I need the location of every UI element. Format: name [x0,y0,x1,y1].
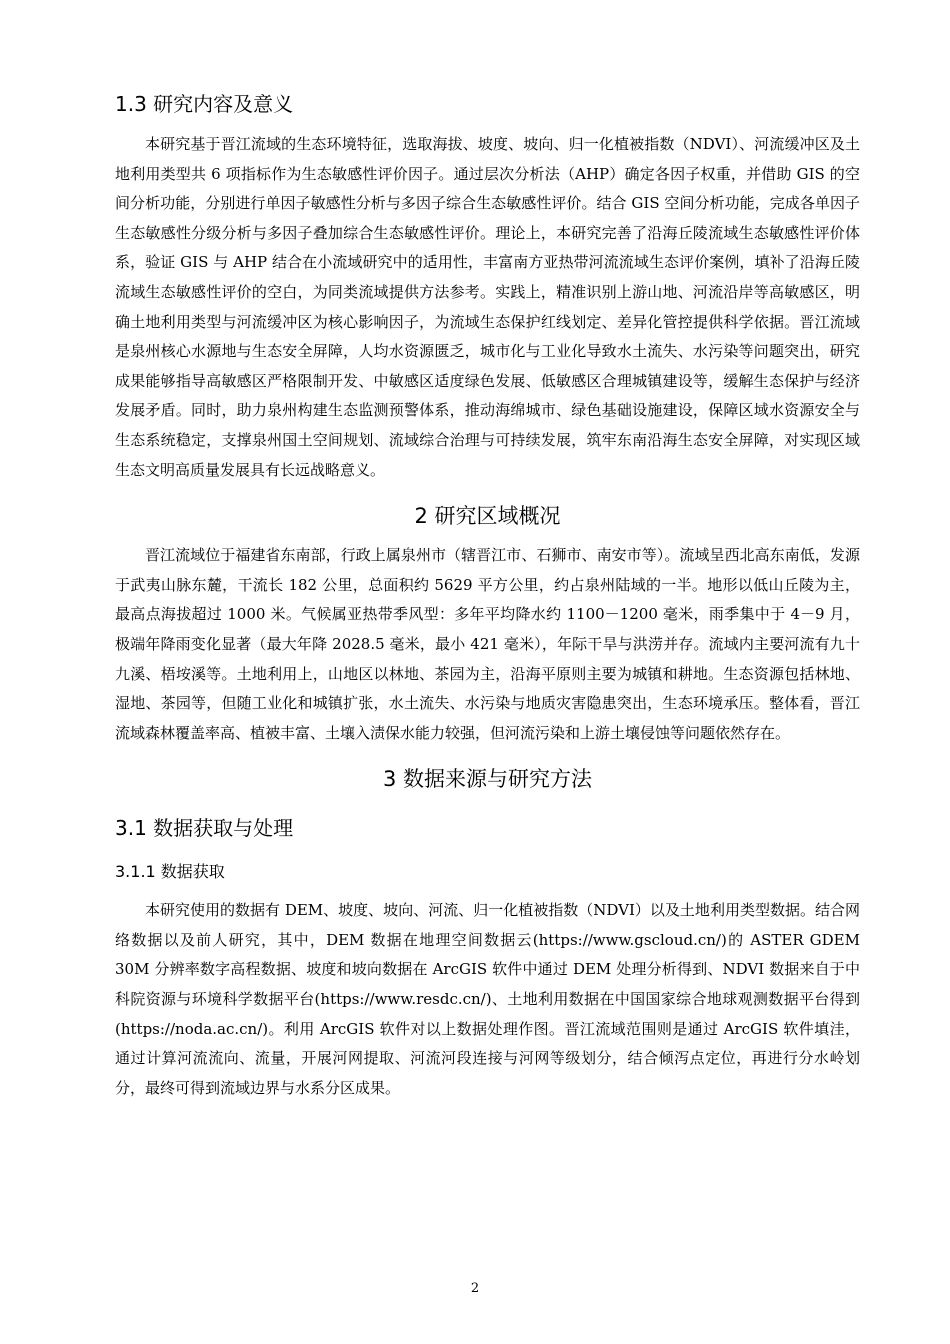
section-2-paragraph: 晋江流域位于福建省东南部，行政上属泉州市（辖晋江市、石狮市、南安市等）。流域呈西北高东南低，发源于武夷山脉东麓，干流长 182 公里，总面积约 5629 平方公里，约占泉州陆域的一半。地形以低山丘陵为主，最高点海拔超过 1000 米。气候属亚热带季风型：多年平均降水约 1100－1200 毫米，雨季集中于 4－9 月，极端年降雨变化显著（最大年降 2028.5 毫米，最小 421 毫米），年际干旱与洪涝并存。流域内主要河流有九十九溪、梧垵溪等。土地利用上，山地区以林地、茶园为主，沿海平原则主要为城镇和耕地。生态资源包括林地、湿地、茶园等，但随工业化和城镇扩张，水土流失、水污染与地质灾害隐患突出，生态环境承压。整体看，晋江流域森林覆盖率高、植被丰富、土壤入渍保水能力较强，但河流污染和上游土壤侵蚀等问题依然存在。 [115,546,860,742]
section-2-heading: 2 研究区域概况 [414,504,561,529]
page-content [115,88,860,1103]
page-number: 2 [470,1281,480,1296]
section-1-3-paragraph: 本研究基于晋江流域的生态环境特征，选取海拔、坡度、坡向、归一化植被指数（NDVI）、河流缓冲区及土地利用类型共 6 项指标作为生态敏感性评价因子。通过层次分析法（AHP）确定各因子权重，并借助 GIS 的空间分析功能，分别进行单因子敏感性分析与多因子综合生态敏感性评价。结合 GIS 空间分析功能，完成各单因子生态敏感性分级分析与多因子叠加综合生态敏感性评价。理论上，本研究完善了沿海丘陵流域生态敏感性评价体系，验证 GIS 与 AHP 结合在小流域研究中的适用性，丰富南方亚热带河流流域生态评价案例，填补了沿海丘陵流域生态敏感性评价的空白，为同类流域提供方法参考。实践上，精准识别上游山地、河流沿岸等高敏感区，明确土地利用类型与河流缓冲区为核心影响因子，为流域生态保护红线划定、差异化管控提供科学依据。晋江流域是泉州核心水源地与生态安全屏障，人均水资源匮乏，城市化与工业化导致水土流失、水污染等问题突出，研究成果能够指导高敏感区严格限制开发、中敏感区适度绿色发展、低敏感区合理城镇建设等，缓解生态保护与经济发展矛盾。同时，助力泉州构建生态监测预警体系，推动海绵城市、绿色基础设施建设，保障区域水资源安全与生态系统稳定，支撑泉州国土空间规划、流域综合治理与可持续发展，筑牢东南沿海生态安全屏障，对实现区域生态文明高质量发展具有长远战略意义。 [115,135,860,479]
section-1-3-heading: 1.3 研究内容及意义 [115,92,294,116]
section-3-heading: 3 数据来源与研究方法 [382,767,593,792]
section-3-1-heading: 3.1 数据获取与处理 [115,816,294,841]
section-3-1-1-heading: 3.1.1 数据获取 [115,862,225,882]
section-3-1-1-paragraph: 本研究使用的数据有 DEM、坡度、坡向、河流、归一化植被指数（NDVI）以及土地利用类型数据。结合网络数据以及前人研究，其中，DEM 数据在地理空间数据云(https://www.gscloud.cn/)的 ASTER GDEM 30M 分辨率数字高程数据、坡度和坡向数据在 ArcGIS 软件中通过 DEM 处理分析得到、NDVI 数据来自于中科院资源与环境科学数据平台(https://www.resdc.cn/)、土地利用数据在中国国家综合地球观测数据平台得到(https://noda.ac.cn/)。利用 ArcGIS 软件对以上数据处理作图。晋江流域范围则是通过 ArcGIS 软件填洼，通过计算河流流向、流量，开展河网提取、河流河段连接与河网等级划分，结合倾泻点定位，再进行分水岭划分，最终可得到流域边界与水系分区成果。 [115,901,860,1097]
